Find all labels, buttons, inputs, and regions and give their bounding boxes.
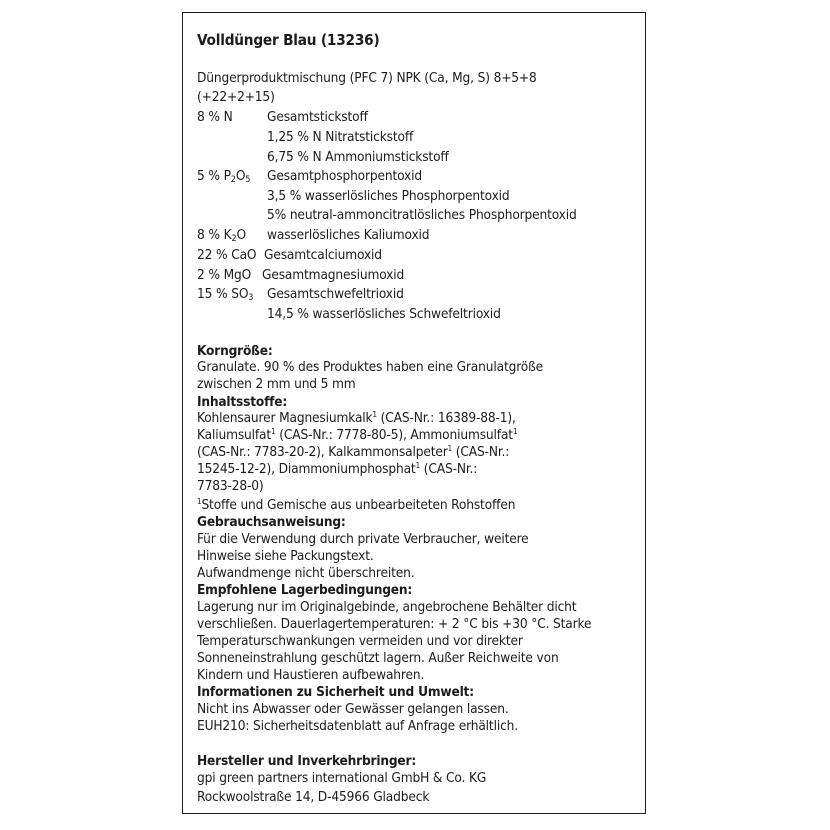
ingredient-line-4: 15245-12-2), Diammoniumphosphat$^1$ (CAS-Nr.: — [197, 461, 478, 477]
p-water-soluble: 3,5 % wasserlösliches Phosphorpentoxid — [267, 188, 510, 204]
ca-percent: 22 % CaO — [197, 247, 257, 263]
product-type-line-2: (+22+2+15) — [197, 89, 275, 105]
korngroesse-line-1: Granulate. 90 % des Produktes haben eine Granulatgröße — [197, 359, 544, 375]
k-percent: 8 % $K_2O$ — [197, 227, 246, 244]
ingredient-line-2: Kaliumsulfat$^1$ (CAS-Nr.: 7778-80-5), Ammoniumsulfat$^1$ — [197, 427, 518, 443]
gebrauch-line-3: Aufwandmenge nicht überschreiten. — [197, 565, 415, 581]
lagerung-heading: Empfohlene Lagerbedingungen: — [197, 582, 413, 598]
lagerung-line-3: Temperaturschwankungen vermeiden und vor direkter — [197, 633, 523, 649]
hersteller-line-1: gpi green partners international GmbH & Co. KG — [197, 770, 487, 786]
s-water-soluble: 14,5 % wasserlösliches Schwefeltrioxid — [267, 306, 501, 322]
product-type-line-1: Düngerproduktmischung (PFC 7) NPK (Ca, Mg, S) 8+5+8 — [197, 70, 537, 86]
p-label: Gesamtphosphorpentoxid — [267, 168, 422, 184]
p-percent: 5 % $P_2O_5$ — [197, 168, 251, 185]
korngroesse-heading: Korngröße: — [197, 343, 273, 359]
n-nitrate: 1,25 % N Nitratstickstoff — [267, 129, 414, 145]
lagerung-line-4: Sonneneinstrahlung geschützt lagern. Außer Reichweite von — [197, 650, 559, 666]
k-label: wasserlösliches Kaliumoxid — [267, 227, 430, 243]
hersteller-line-2: Rockwoolstraße 14, D-45966 Gladbeck — [197, 789, 430, 805]
lagerung-line-5: Kindern und Haustieren aufbewahren. — [197, 667, 425, 683]
sicherheit-line-1: Nicht ins Abwasser oder Gewässer gelangen lassen. — [197, 701, 509, 717]
ingredient-line-3: (CAS-Nr.: 7783-20-2), Kalkammonsalpeter$^1$ (CAS-Nr.: — [197, 444, 510, 460]
korngroesse-line-2: zwischen 2 mm und 5 mm — [197, 376, 356, 392]
lagerung-line-1: Lagerung nur im Originalgebinde, angebrochene Behälter dicht — [197, 599, 577, 615]
gebrauch-heading: Gebrauchsanweisung: — [197, 514, 346, 530]
ingredient-line-5: 7783-28-0) — [197, 478, 264, 494]
ingredient-footnote: $^1$Stoffe und Gemische aus unbearbeiteten Rohstoffen — [197, 497, 516, 513]
inhaltsstoffe-heading: Inhaltsstoffe: — [197, 394, 288, 410]
hersteller-heading: Hersteller und Inverkehrbringer: — [197, 753, 417, 769]
n-label: Gesamtstickstoff — [267, 109, 368, 125]
p-citrate-soluble: 5% neutral-ammoncitratlösliches Phosphorpentoxid — [267, 207, 577, 223]
ingredient-line-1: Kohlensaurer Magnesiumkalk$^1$ (CAS-Nr.: 16389-88-1), — [197, 410, 516, 426]
sicherheit-line-2: EUH210: Sicherheitsdatenblatt auf Anfrage erhältlich. — [197, 718, 518, 734]
gebrauch-line-2: Hinweise siehe Packungstext. — [197, 548, 374, 564]
product-title: Volldünger Blau (13236) — [197, 31, 380, 49]
mg-percent: 2 % MgO — [197, 267, 252, 283]
sicherheit-heading: Informationen zu Sicherheit und Umwelt: — [197, 684, 474, 700]
mg-label: Gesamtmagnesiumoxid — [262, 267, 405, 283]
s-percent: 15 % $SO_3$ — [197, 286, 254, 303]
gebrauch-line-1: Für die Verwendung durch private Verbraucher, weitere — [197, 531, 529, 547]
n-percent: 8 % N — [197, 109, 233, 125]
s-label: Gesamtschwefeltrioxid — [267, 286, 404, 302]
ca-label: Gesamtcalciumoxid — [264, 247, 382, 263]
lagerung-line-2: verschließen. Dauerlagertemperaturen: + 2 °C bis +30 °C. Starke — [197, 616, 592, 632]
n-ammonium: 6,75 % N Ammoniumstickstoff — [267, 149, 449, 165]
